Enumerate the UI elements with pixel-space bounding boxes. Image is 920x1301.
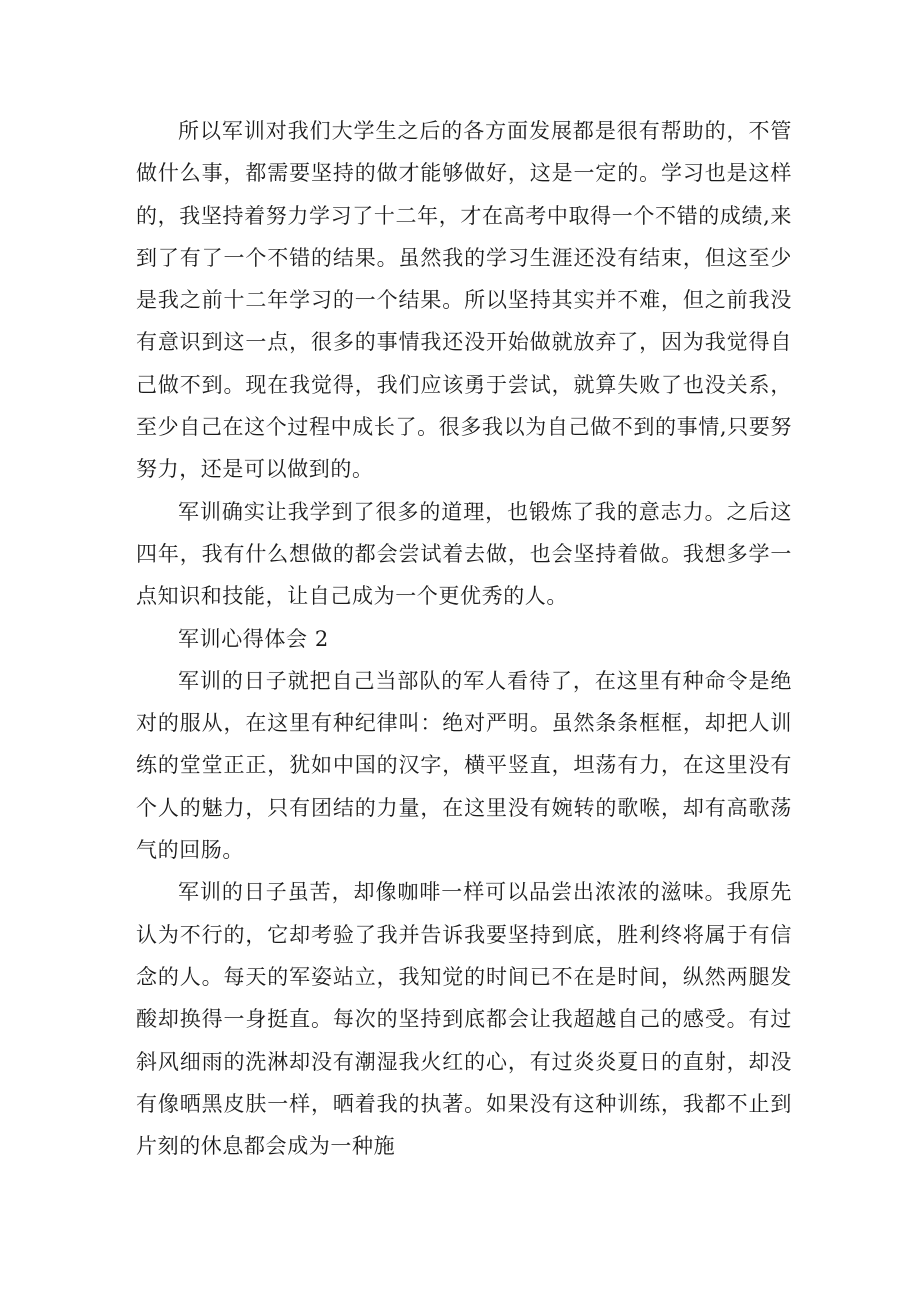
document-page [136,110,792,1167]
paragraph-4: 军训的日子虽苦，却像咖啡一样可以品尝出浓浓的滋味。我原先认为不行的，它却考验了我并告诉我要坚持到底，胜利终将属于有信念的人。每天的军姿站立，我知觉的时间已不在是时间，纵然两腿发酸却换得一身挺直。每次的坚持到底都会让我超越自己的感受。有过斜风细雨的洗淋却没有潮湿我火红的心，有过炎炎夏日的直射，却没有像晒黑皮肤一样，晒着我的执著。如果没有这种训练，我都不止到片刻的休息都会成为一种施 [136,880,792,1159]
paragraph-1: 所以军训对我们大学生之后的各方面发展都是很有帮助的，不管做什么事，都需要坚持的做才能够做好，这是一定的。学习也是这样的，我坚持着努力学习了十二年，才在高考中取得一个不错的成绩,来到了有了一个不错的结果。虽然我的学习生涯还没有结束，但这至少是我之前十二年学习的一个结果。所以坚持其实并不难，但之前我没有意识到这一点，很多的事情我还没开始做就放弃了，因为我觉得自己做不到。现在我觉得，我们应该勇于尝试，就算失败了也没关系，至少自己在这个过程中成长了。很多我以为自己做不到的事情,只要努努力，还是可以做到的。 [136,119,792,482]
paragraph-2: 军训确实让我学到了很多的道理，也锻炼了我的意志力。之后这四年，我有什么想做的都会尝试着去做，也会坚持着做。我想多学一点知识和技能，让自己成为一个更优秀的人。 [136,499,792,609]
paragraph-3: 军训的日子就把自己当部队的军人看待了，在这里有种命令是绝对的服从，在这里有种纪律叫：绝对严明。虽然条条框框，却把人训练的堂堂正正，犹如中国的汉字，横平竖直，坦荡有力，在这里没有个人的魅力，只有团结的力量，在这里没有婉转的歌喉，却有高歌荡气的回肠。 [136,668,792,863]
section-heading: 军训心得体会 2 [178,626,329,651]
